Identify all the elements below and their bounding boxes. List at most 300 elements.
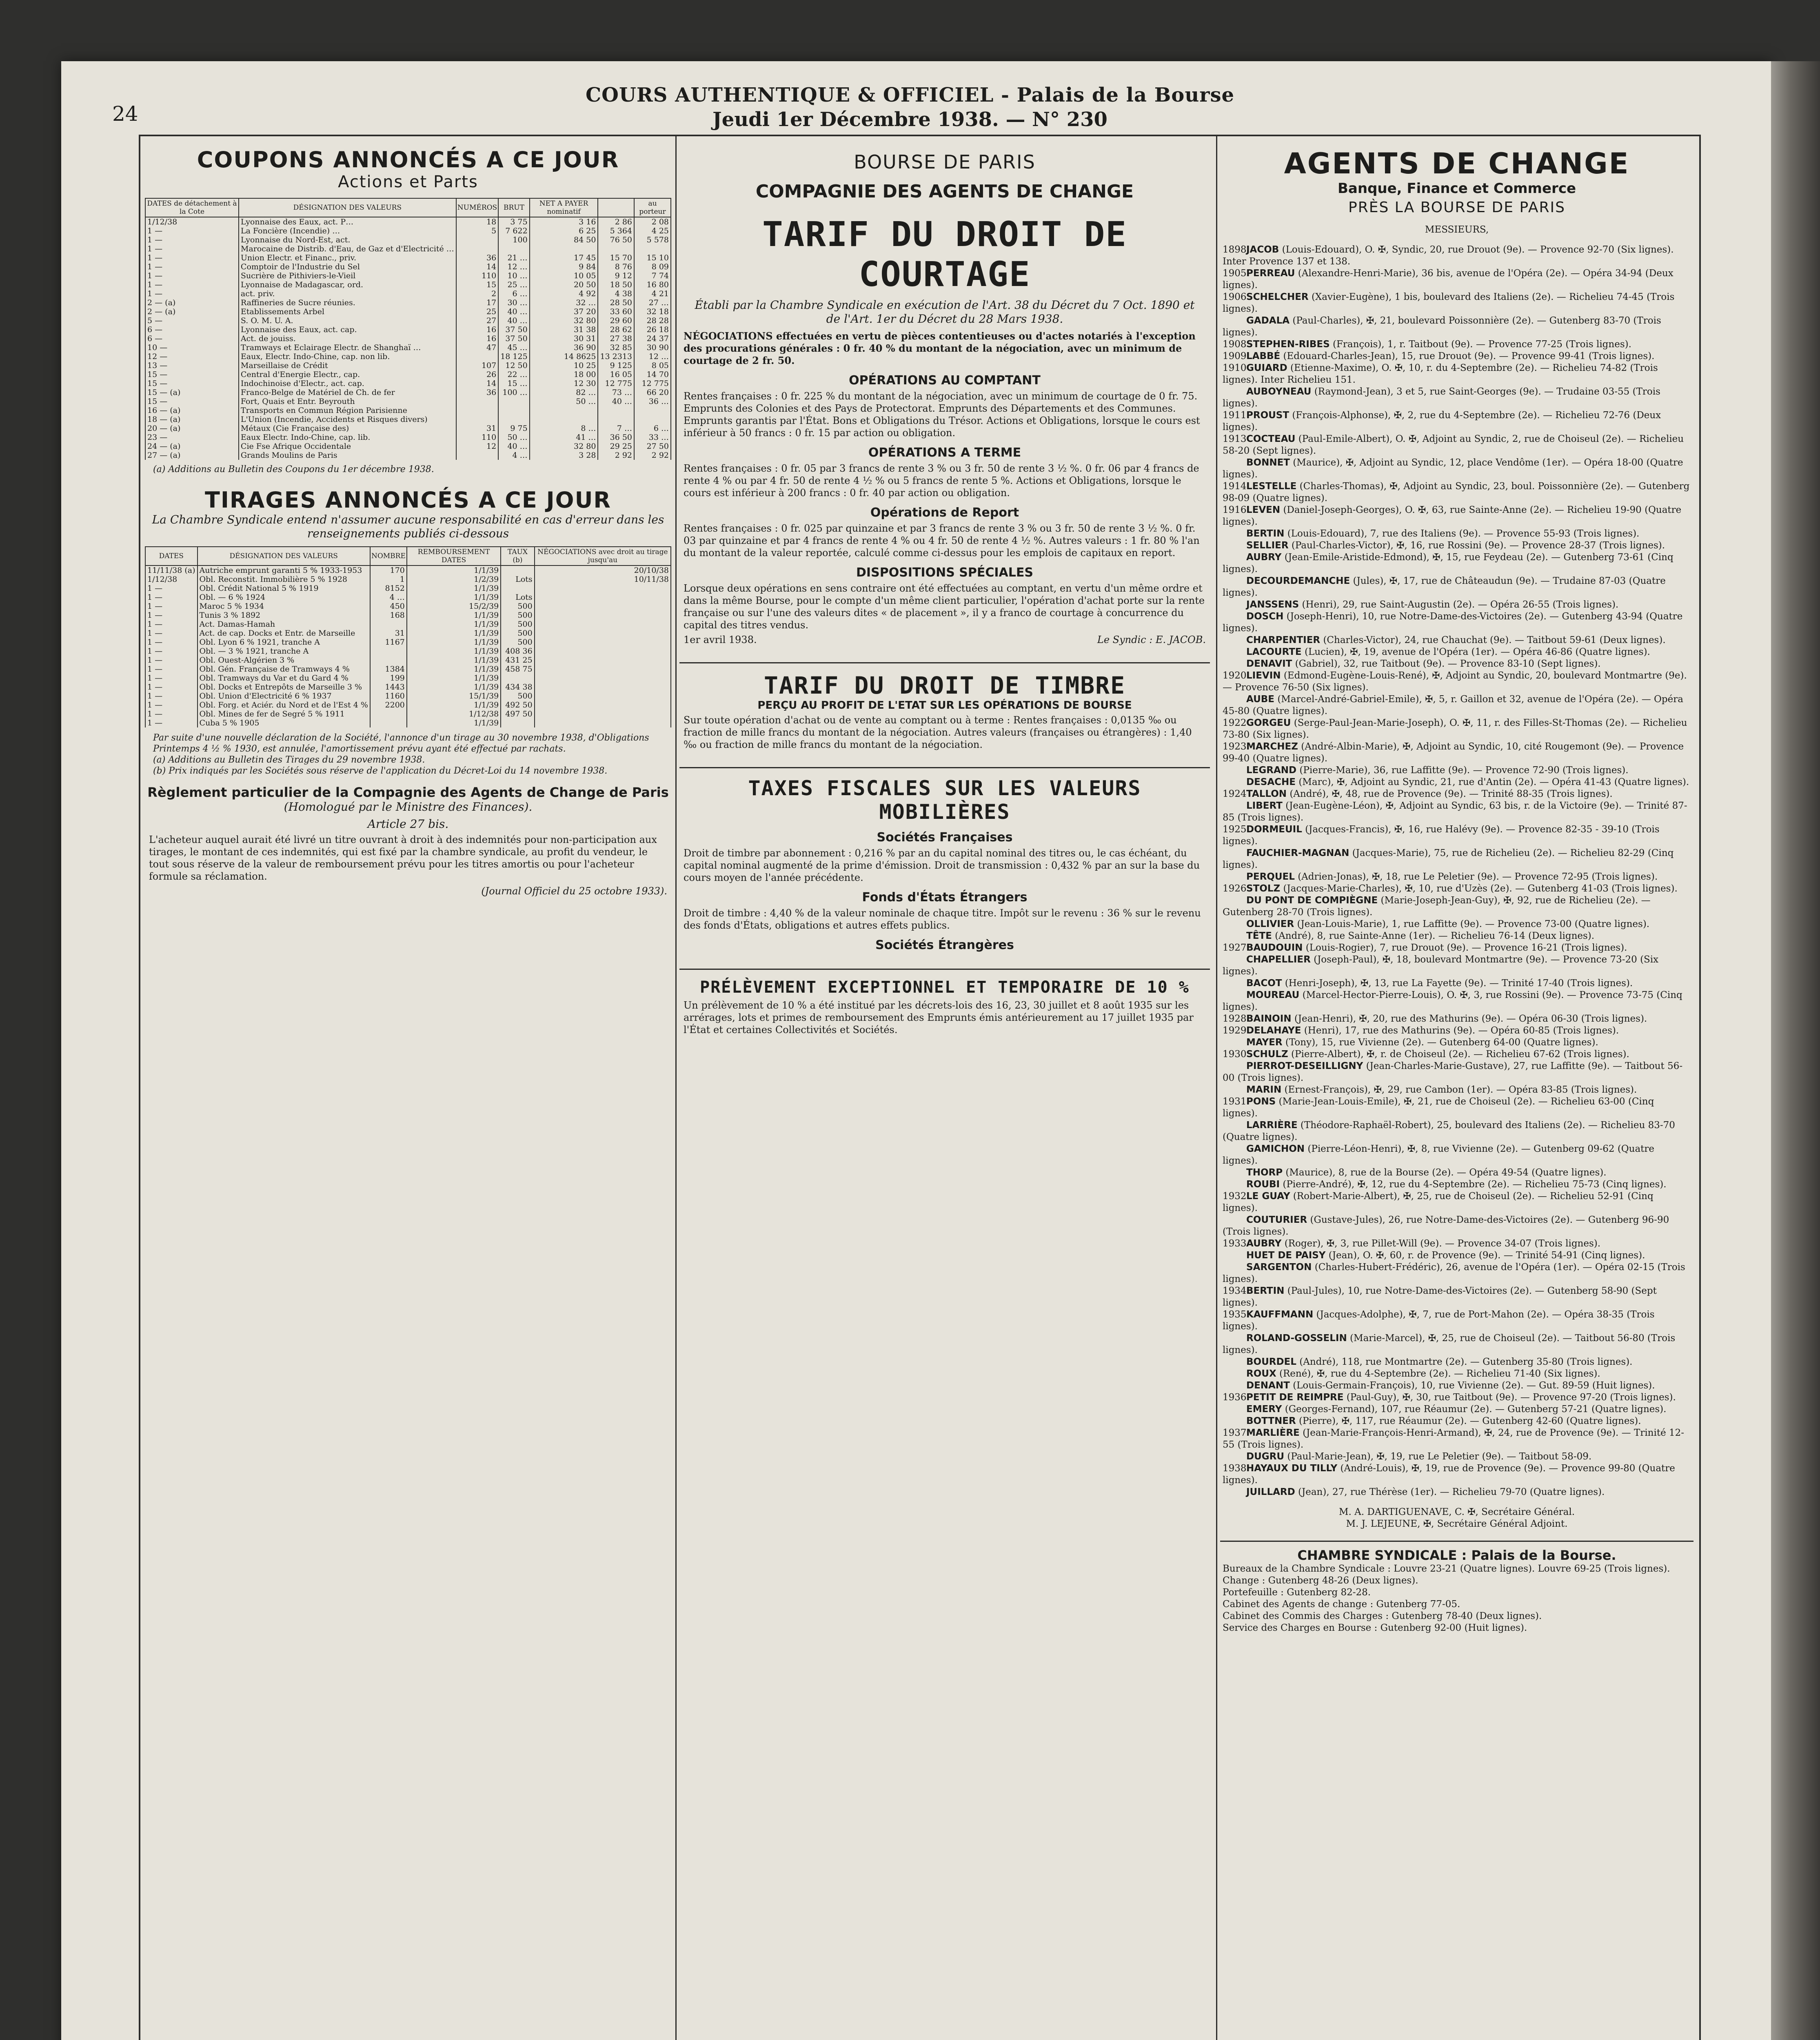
ops-terme-text: Rentes françaises : 0 fr. 05 par 3 francs de rente 3 % ou 3 fr. 50 de rente 3 ½ %. 0 fr. 06 par 4 francs de rente 4 % ou par 4 fr. 50 de rente 4 ½ % ou 5 francs de rente 5 %. Actions et Obligations, lorsque le cours est inférieur à 200 francs : 0 fr. 40 par action ou obligation. [684, 463, 1199, 499]
table-cell: 11/11/38 (a) [145, 565, 198, 575]
agent-entry [1223, 978, 1691, 989]
agent-details: (Georges-Fernand), 107, rue Réaumur (2e). — Gutenberg 57-21 (Quatre lignes). [1285, 1404, 1667, 1415]
table-cell [498, 244, 529, 253]
table-cell [370, 710, 407, 718]
table-cell: 13 — [145, 361, 239, 370]
table-cell: 24 — (a) [145, 442, 239, 451]
agent-details: (Marcel-André-Gabriel-Emile), ✠, 5, r. Gaillon et 32, avenue de l'Opéra (2e). — Opéra 45-80 (Quatre lignes). [1223, 694, 1683, 716]
agent-details: (Henri), 17, rue des Mathurins (9e). — Opéra 60-85 (Trois lignes). [1304, 1025, 1619, 1036]
agent-name: BOTTNER [1246, 1416, 1296, 1426]
table-cell [370, 718, 407, 727]
agent-name: CHAPELLIER [1246, 954, 1311, 965]
table-cell: Lyonnaise des Eaux, act. P… [239, 217, 456, 226]
agent-name: BAINOIN [1246, 1013, 1292, 1024]
table-cell: Sucrière de Pithiviers-le-Vieil [239, 271, 456, 280]
agent-entry [1223, 1060, 1691, 1084]
table-cell [535, 674, 671, 683]
table-cell: 41 … [530, 433, 598, 442]
agent-details: (Marie-Marcel), ✠, 25, rue de Choiseul (2e). — Taitbout 56-80 (Trois lignes). [1223, 1333, 1676, 1355]
agent-entry [1223, 504, 1691, 528]
agent-details: (Théodore-Raphaël-Robert), 25, boulevard des Italiens (2e). — Richelieu 83-70 (Quatre lignes). [1223, 1120, 1675, 1142]
courtage-intro: Établi par la Chambre Syndicale en exécution de l'Art. 38 du Décret du 7 Oct. 1890 et de l'Art. 1er du Décret du 28 Mars 1938. [695, 298, 1195, 326]
coupons-header-cell: NUMÉROS [456, 198, 498, 217]
agent-details: (Pierre-André), ✠, 12, rue du 4-Septembre (2e). — Richelieu 75-73 (Cinq lignes). [1283, 1179, 1667, 1190]
table-cell: 73 … [598, 388, 634, 397]
table-row [145, 656, 671, 665]
table-row [145, 271, 671, 280]
table-cell: Eaux, Electr. Indo-Chine, cap. non lib. [239, 352, 456, 361]
bourse-heading: BOURSE DE PARIS [854, 151, 1036, 173]
table-row [145, 433, 671, 442]
agent-name: BERTIN [1246, 528, 1285, 539]
table-cell [535, 718, 671, 727]
table-cell: 15 [456, 280, 498, 289]
table-cell: 33 … [634, 433, 671, 442]
agent-entry [1223, 670, 1691, 694]
table-cell: 1 — [145, 289, 239, 298]
table-cell: 10 25 [530, 361, 598, 370]
table-cell [456, 235, 498, 244]
table-cell: act. priv. [239, 289, 456, 298]
table-cell: Act. de jouiss. [239, 334, 456, 343]
table-cell: 1 — [145, 280, 239, 289]
agent-year: 1931 [1223, 1096, 1247, 1107]
agent-year: 1906 [1223, 292, 1247, 302]
agent-details: (Louis-Germain-François), 10, rue Vivienne (2e). — Gut. 89-59 (Huit lignes). [1293, 1380, 1655, 1391]
agent-entry [1223, 800, 1691, 824]
agent-entry [1223, 540, 1691, 552]
table-cell: 12 … [498, 262, 529, 271]
agent-year: 1914 [1223, 481, 1247, 492]
agent-name: ROUX [1246, 1368, 1276, 1379]
table-cell: Cie Fse Afrique Occidentale [239, 442, 456, 451]
table-cell: 1/1/39 [407, 620, 501, 629]
table-cell: 434 38 [501, 683, 534, 692]
table-cell: 2 [456, 289, 498, 298]
chambre-lines [1220, 1563, 1693, 1634]
table-cell [535, 656, 671, 665]
agent-name: ROLAND-GOSSELIN [1246, 1333, 1347, 1344]
table-cell: Union Electr. et Financ., priv. [239, 253, 456, 262]
table-cell: 12 50 [498, 361, 529, 370]
table-cell: Obl. Tramways du Var et du Gard 4 % [198, 674, 370, 683]
agent-entry [1223, 765, 1691, 776]
table-cell: 1/2/39 [407, 575, 501, 584]
table-cell: 7 622 [498, 226, 529, 235]
agent-name: TÊTE [1246, 931, 1272, 941]
agent-name: OLLIVIER [1246, 919, 1294, 929]
agent-details: (Roger), ✠, 3, rue Pillet-Will (9e). — Provence 34-07 (Trois lignes). [1284, 1238, 1601, 1249]
table-cell [634, 406, 671, 415]
table-row [145, 620, 671, 629]
agent-details: (Jacques-Marie), 75, rue de Richelieu (2e). — Richelieu 82-29 (Cinq lignes). [1223, 848, 1674, 870]
coupons-header-cell: BRUT [498, 198, 529, 217]
table-cell [498, 397, 529, 406]
table-cell: 2 08 [634, 217, 671, 226]
table-row [145, 665, 671, 674]
taxes-title: TAXES FISCALES SUR LES VALEURS MOBILIÈRES [679, 767, 1210, 824]
table-cell: 5 [456, 226, 498, 235]
table-cell [370, 620, 407, 629]
table-cell: 18 00 [530, 370, 598, 379]
table-row [145, 584, 671, 593]
table-cell [456, 352, 498, 361]
agent-entry [1223, 1179, 1691, 1191]
table-row [145, 361, 671, 370]
agent-name: TALLON [1246, 789, 1287, 799]
table-cell: 4 38 [598, 289, 634, 298]
table-cell [535, 647, 671, 656]
timbre-text: Sur toute opération d'achat ou de vente au comptant ou à terme : Rentes françaises : 0,0135 ‰ ou fraction de mille francs du montant de la négociation. Autres valeurs (françaises ou étrangères) : 1,40 ‰ ou fraction de mille francs du montant de la négociation. [684, 714, 1192, 750]
agent-name: MARIN [1246, 1084, 1282, 1095]
table-cell: 168 [370, 611, 407, 620]
agent-details: (Charles-Hubert-Frédéric), 26, avenue de l'Opéra (1er). — Opéra 02-15 (Trois lignes). [1223, 1262, 1685, 1284]
agent-name: BAUDOUIN [1246, 942, 1303, 953]
agent-details: (François), 1, r. Taitbout (9e). — Provence 77-25 (Trois lignes). [1332, 339, 1631, 350]
tirages-header-row [145, 547, 671, 565]
table-cell: 8 09 [634, 262, 671, 271]
agent-entry [1223, 776, 1691, 788]
table-cell: Etablissements Arbel [239, 307, 456, 316]
agent-entry [1223, 741, 1691, 765]
table-cell: 25 … [498, 280, 529, 289]
agent-details: (Alexandre-Henri-Marie), 36 bis, avenue de l'Opéra (2e). — Opéra 34-94 (Deux lignes). [1223, 268, 1674, 290]
agent-details: (Joseph-Paul), ✠, 18, boulevard Montmartre (9e). — Provence 73-20 (Six lignes). [1223, 954, 1659, 977]
table-cell [535, 692, 671, 701]
agent-entry [1223, 410, 1691, 433]
agent-entry [1223, 1250, 1691, 1262]
table-row [145, 701, 671, 710]
table-cell: 1/1/39 [407, 665, 501, 674]
table-cell [456, 244, 498, 253]
agent-entry [1223, 1404, 1691, 1415]
agent-entry [1223, 1084, 1691, 1096]
agent-details: (Charles-Victor), 24, rue Chauchat (9e). — Taitbout 59-61 (Deux lignes). [1323, 635, 1666, 645]
agent-year: 1928 [1223, 1013, 1247, 1024]
agent-details: (Charles-Thomas), ✠, Adjoint au Syndic, 23, boul. Poissonnière (2e). — Gutenberg 98-09 (Quatre lignes). [1223, 481, 1690, 503]
table-row [145, 718, 671, 727]
table-cell [535, 629, 671, 638]
table-cell: 1/1/39 [407, 718, 501, 727]
agent-details: (Jean-Eugène-Léon), ✠, Adjoint au Syndic, 63 bis, r. de la Victoire (9e). — Trinité 87-85 (Trois lignes). [1223, 800, 1687, 823]
table-cell: 30 31 [530, 334, 598, 343]
table-cell: 31 [370, 629, 407, 638]
agent-year: 1925 [1223, 824, 1247, 835]
table-cell: 110 [456, 433, 498, 442]
agent-details: (Marie-Joseph-Jean-Guy), ✠, 92, rue de Richelieu (2e). — Gutenberg 28-70 (Trois lignes). [1223, 895, 1651, 918]
table-cell: 26 18 [634, 325, 671, 334]
table-cell: 25 [456, 307, 498, 316]
agent-year: 1930 [1223, 1049, 1247, 1060]
agent-name: GAMICHON [1246, 1144, 1305, 1154]
agent-year: 1913 [1223, 434, 1247, 444]
agent-entry [1223, 717, 1691, 741]
table-cell: Comptoir de l'Industrie du Sel [239, 262, 456, 271]
table-cell: Franco-Belge de Matériel de Ch. de fer [239, 388, 456, 397]
table-cell: 18 125 [498, 352, 529, 361]
column-divider [675, 135, 677, 2040]
agent-entry [1223, 930, 1691, 942]
table-cell: 100 … [498, 388, 529, 397]
chambre-line: Cabinet des Commis des Charges : Gutenberg 78-40 (Deux lignes). [1223, 1611, 1542, 1621]
table-cell [535, 611, 671, 620]
agent-entry [1223, 1167, 1691, 1179]
table-cell: 45 … [498, 343, 529, 352]
table-cell: Obl. Union d'Electricité 6 % 1937 [198, 692, 370, 701]
table-cell: 17 [456, 298, 498, 307]
table-row [145, 325, 671, 334]
agent-name: AUBRY [1246, 1238, 1282, 1249]
compagnie-heading: COMPAGNIE DES AGENTS DE CHANGE [755, 181, 1134, 202]
agent-details: (André), 118, rue Montmartre (2e). — Gutenberg 35-80 (Trois lignes). [1299, 1357, 1633, 1367]
table-cell: 37 50 [498, 334, 529, 343]
agent-name: LE GUAY [1246, 1191, 1290, 1202]
ops-comptant-title: OPÉRATIONS AU COMPTANT [849, 373, 1041, 388]
agent-name: MOUREAU [1246, 990, 1300, 1000]
agent-details: (Lucien), ✠, 19, avenue de l'Opéra (1er). — Opéra 46-86 (Quatre lignes). [1304, 647, 1650, 657]
report-title: Opérations de Report [870, 506, 1019, 520]
table-cell: 170 [370, 565, 407, 575]
agent-year: 1932 [1223, 1191, 1247, 1202]
agent-details: (Ernest-François), ✠, 29, rue Cambon (1er). — Opéra 83-85 (Trois lignes). [1284, 1084, 1637, 1095]
agent-entry [1223, 481, 1691, 504]
table-cell: 1 — [145, 602, 198, 611]
agent-name: COCTEAU [1246, 434, 1296, 444]
agent-year: 1911 [1223, 410, 1247, 421]
table-cell: 23 — [145, 433, 239, 442]
agent-entry [1223, 1451, 1691, 1463]
agent-entry [1223, 646, 1691, 658]
agent-entry [1223, 1096, 1691, 1120]
agent-name: JACOB [1246, 244, 1279, 255]
coupons-header-cell: NET A PAYER nominatif [530, 198, 598, 217]
table-cell [498, 415, 529, 424]
left-column [145, 139, 671, 2040]
table-row [145, 253, 671, 262]
agent-details: (Maurice), 8, rue de la Bourse (2e). — Opéra 49-54 (Quatre lignes). [1285, 1167, 1607, 1178]
table-cell: 8 … [530, 424, 598, 433]
table-cell: 31 [456, 424, 498, 433]
agent-name: DELAHAYE [1246, 1025, 1301, 1036]
agent-entry [1223, 954, 1691, 978]
agent-details: (Jacques-Adolphe), ✠, 7, rue de Port-Mahon (2e). — Opéra 38-35 (Trois lignes). [1223, 1309, 1655, 1332]
agent-name: PIERROT-DESEILLIGNY [1246, 1061, 1363, 1071]
table-cell: 3 75 [498, 217, 529, 226]
agent-entry [1223, 634, 1691, 646]
agent-details: (Pierre), ✠, 117, rue Réaumur (2e). — Gutenberg 42-60 (Quatre lignes). [1298, 1416, 1641, 1426]
table-cell: 82 … [530, 388, 598, 397]
courtage-date: 1er avril 1938. [684, 634, 757, 645]
table-cell: 27 … [634, 298, 671, 307]
table-cell: 36 [456, 388, 498, 397]
agent-entry [1223, 694, 1691, 717]
agent-name: COUTURIER [1246, 1215, 1307, 1225]
table-cell: Lyonnaise des Eaux, act. cap. [239, 325, 456, 334]
agent-year: 1920 [1223, 670, 1247, 681]
agent-details: (Jacques-Marie-Charles), ✠, 10, rue d'Uzès (2e). — Gutenberg 41-03 (Trois lignes). [1283, 883, 1678, 894]
agent-year: 1916 [1223, 505, 1247, 515]
table-cell: 1 — [145, 620, 198, 629]
timbre-subtitle: PERÇU AU PROFIT DE L'ETAT SUR LES OPÉRATIONS DE BOURSE [757, 699, 1132, 712]
table-cell: 15 — [145, 370, 239, 379]
agent-entry [1223, 1356, 1691, 1368]
table-cell: 6 25 [530, 226, 598, 235]
agent-name: ROUBI [1246, 1179, 1280, 1190]
table-row [145, 442, 671, 451]
fonds-etrangers-title: Fonds d'États Étrangers [862, 890, 1028, 905]
table-cell: 1/1/39 [407, 593, 501, 602]
table-cell: 1 — [145, 611, 198, 620]
agent-name: LIBERT [1246, 800, 1283, 811]
table-cell: 5 578 [634, 235, 671, 244]
table-cell: Obl. Ouest-Algérien 3 % [198, 656, 370, 665]
table-cell: 1/12/38 [145, 217, 239, 226]
agent-entry [1223, 1143, 1691, 1167]
table-cell: 14 [456, 262, 498, 271]
table-cell: 33 60 [598, 307, 634, 316]
table-cell: 1/1/39 [407, 656, 501, 665]
agent-name: AUBOYNEAU [1246, 386, 1312, 397]
agent-name: DENANT [1246, 1380, 1290, 1391]
agent-details: (Xavier-Eugène), 1 bis, boulevard des Italiens (2e). — Richelieu 74-45 (Trois lignes). [1223, 292, 1675, 314]
agents-list [1220, 244, 1693, 1498]
agent-entry [1223, 1037, 1691, 1049]
table-cell: Autriche emprunt garanti 5 % 1933-1953 [198, 565, 370, 575]
table-cell [598, 415, 634, 424]
table-cell: 36 … [634, 397, 671, 406]
table-cell: 84 50 [530, 235, 598, 244]
table-cell [501, 674, 534, 683]
agent-details: (Henri), 29, rue Saint-Augustin (2e). — Opéra 26-55 (Trois lignes). [1302, 599, 1619, 610]
table-row [145, 710, 671, 718]
agent-entry [1223, 847, 1691, 871]
agent-entry [1223, 244, 1691, 268]
table-cell: 15 10 [634, 253, 671, 262]
table-cell: 1 — [145, 701, 198, 710]
table-cell: 9 84 [530, 262, 598, 271]
agent-entry [1223, 433, 1691, 457]
header-date: Jeudi 1er Décembre 1938. — N° 230 [712, 108, 1108, 131]
table-cell: 15/2/39 [407, 602, 501, 611]
agent-entry [1223, 1380, 1691, 1392]
agent-year: 1908 [1223, 339, 1247, 350]
agent-name: LACOURTE [1246, 647, 1302, 657]
table-cell: 4 … [370, 593, 407, 602]
agent-name: SARGENTON [1246, 1262, 1312, 1273]
table-cell [370, 647, 407, 656]
agent-details: (Pierre-Léon-Henri), ✠, 8, rue Vivienne (2e). — Gutenberg 09-62 (Quatre lignes). [1223, 1144, 1655, 1166]
agent-details: (André), 8, rue Sainte-Anne (1er). — Richelieu 76-14 (Deux lignes). [1275, 931, 1595, 941]
agent-details: (Paul-Jules), 10, rue Notre-Dame-des-Victoires (2e). — Gutenberg 58-90 (Sept lignes). [1223, 1286, 1657, 1308]
middle-column [679, 139, 1210, 2040]
table-row [145, 235, 671, 244]
agent-entry [1223, 599, 1691, 611]
agent-name: PERREAU [1246, 268, 1295, 279]
table-cell: 32 … [530, 298, 598, 307]
table-cell: Indochinoise d'Electr., act. cap. [239, 379, 456, 388]
table-cell [598, 406, 634, 415]
table-cell: 29 60 [598, 316, 634, 325]
agent-name: DU PONT DE COMPIÈGNE [1246, 895, 1378, 906]
table-cell: 28 28 [634, 316, 671, 325]
table-row [145, 611, 671, 620]
table-cell: Maroc 5 % 1934 [198, 602, 370, 611]
table-cell: 10 — [145, 343, 239, 352]
table-cell: 27 38 [598, 334, 634, 343]
table-row [145, 575, 671, 584]
table-cell: Tramways et Eclairage Electr. de Shanghaï … [239, 343, 456, 352]
tirages-table [145, 546, 671, 727]
agents-subtitle-2: PRÈS LA BOURSE DE PARIS [1348, 199, 1565, 216]
table-cell: 5 364 [598, 226, 634, 235]
table-cell: 21 … [498, 253, 529, 262]
table-cell: 15 — [145, 397, 239, 406]
chambre-line: Service des Charges en Bourse : Gutenberg 92-00 (Huit lignes). [1223, 1623, 1527, 1633]
tirages-header-cell: NÉGOCIATIONS avec droit au tirage jusqu'au [535, 547, 671, 565]
agent-entry [1223, 457, 1691, 481]
tirages-note: La Chambre Syndicale entend n'assumer aucune responsabilité en cas d'erreur dans les renseignements publiés ci-dessous [152, 513, 664, 540]
coupons-subtitle: Actions et Parts [338, 173, 478, 191]
table-cell [370, 656, 407, 665]
agent-name: PROUST [1246, 410, 1290, 421]
table-cell: 27 [456, 316, 498, 325]
table-cell: 4 92 [530, 289, 598, 298]
table-cell: 450 [370, 602, 407, 611]
reglement-title: Règlement particulier de la Compagnie des Agents de Change de Paris [147, 785, 669, 800]
agent-name: LIEVIN [1246, 670, 1281, 681]
table-cell [535, 602, 671, 611]
chambre-line: Change : Gutenberg 48-26 (Deux lignes). [1223, 1575, 1418, 1586]
agent-year: 1936 [1223, 1392, 1247, 1403]
agent-year: 1933 [1223, 1238, 1247, 1249]
table-cell: 7 74 [634, 271, 671, 280]
tirages-header-cell: REMBOURSEMENT DATES [407, 547, 501, 565]
chambre-title: CHAMBRE SYNDICALE : Palais de la Bourse. [1220, 1541, 1693, 1563]
table-cell: 27 50 [634, 442, 671, 451]
table-cell [535, 620, 671, 629]
table-cell: Grands Moulins de Paris [239, 451, 456, 460]
agent-entry [1223, 268, 1691, 291]
table-cell: Act. Damas-Hamah [198, 620, 370, 629]
table-cell: 16 [456, 334, 498, 343]
agent-name: SELLIER [1246, 540, 1289, 551]
agent-name: PONS [1246, 1096, 1276, 1107]
agent-details: (Raymond-Jean), 3 et 5, rue Saint-Georges (9e). — Trudaine 03-55 (Trois lignes). [1223, 386, 1660, 409]
table-cell: 1/1/39 [407, 629, 501, 638]
agent-name: JUILLARD [1246, 1487, 1295, 1497]
agent-details: (Henri-Joseph), ✠, 13, rue La Fayette (9e). — Trinité 17-40 (Trois lignes). [1285, 978, 1633, 989]
agent-name: THORP [1246, 1167, 1283, 1178]
coupons-header-row [145, 198, 671, 217]
table-cell: 12 775 [598, 379, 634, 388]
table-cell: 27 — (a) [145, 451, 239, 460]
table-row [145, 262, 671, 271]
table-row [145, 674, 671, 683]
societes-francaises-text: Droit de timbre par abonnement : 0,216 % par an du capital nominal des titres ou, le cas échéant, du capital nominal augmenté de la prime d'émission. Droit de transmission : 0,432 % par an sur la base du cours moyen de l'année précédente. [684, 847, 1200, 883]
agent-year: 1935 [1223, 1309, 1247, 1320]
table-cell: 40 … [598, 397, 634, 406]
table-cell: Marocaine de Distrib. d'Eau, de Gaz et d'Electricité … [239, 244, 456, 253]
agent-name: DOSCH [1246, 611, 1284, 622]
table-cell: 12 [456, 442, 498, 451]
table-cell: 40 … [498, 442, 529, 451]
dispositions-title: DISPOSITIONS SPÉCIALES [856, 565, 1033, 580]
agent-name: DESACHE [1246, 777, 1296, 787]
dispositions-text: Lorsque deux opérations en sens contraire ont été effectuées au comptant, en vertu d'un même ordre et dans la même Bourse, pour le compte d'un même client particulier, l'opération d'achat porte sur la rente française ou sur l'une des valeurs dites « de placement », il y a franco de courtage à concurrence du capital des titres vendus. [684, 583, 1205, 631]
table-row [145, 226, 671, 235]
table-cell: 40 … [498, 307, 529, 316]
table-cell: 37 50 [498, 325, 529, 334]
